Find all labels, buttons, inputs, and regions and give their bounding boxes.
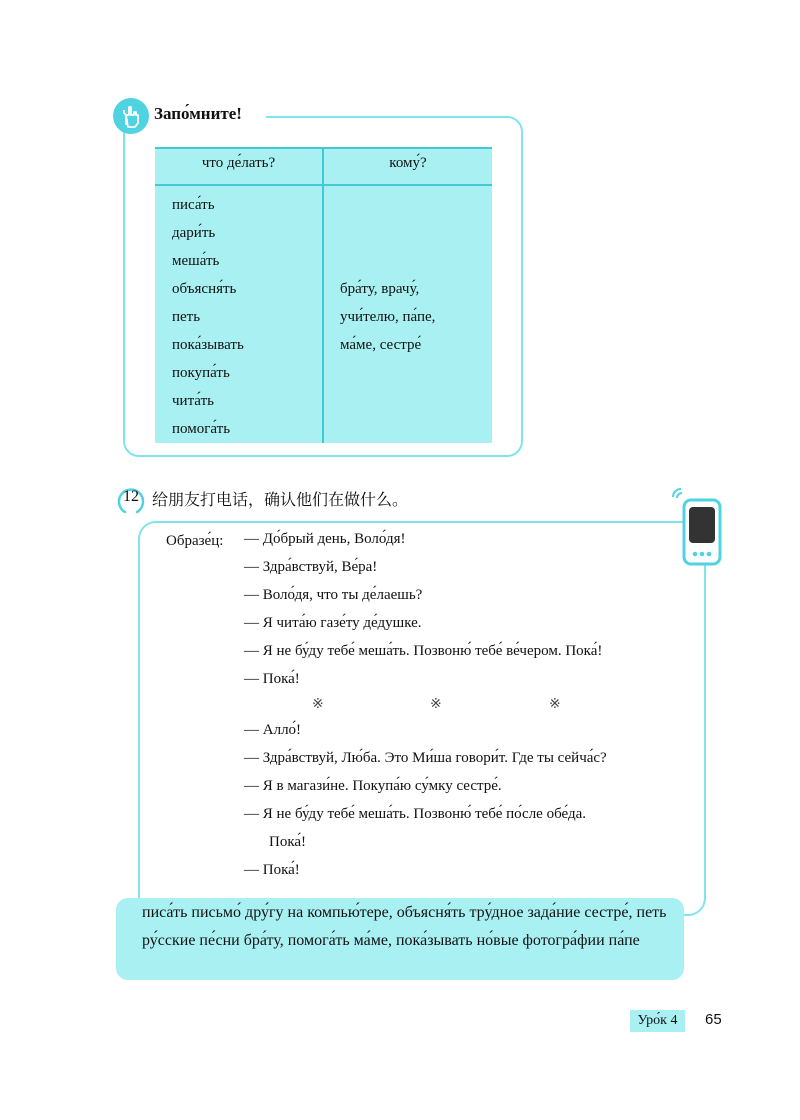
dialog-line: — Пока́! [244, 862, 300, 878]
dialog-line: — Алло́! [244, 722, 302, 738]
noun-item: ма́ме, сестре́ [340, 337, 422, 353]
verb-item: чита́ть [172, 393, 214, 409]
verb-item: петь [172, 309, 201, 325]
verb-item: писа́ть [172, 197, 215, 213]
exercise-number: 12 [123, 488, 139, 505]
mobile-phone-icon [670, 487, 724, 567]
verb-item: объясня́ть [172, 281, 237, 297]
verb-list [172, 191, 244, 443]
dialog-line: — До́брый день, Воло́дя! [244, 531, 406, 547]
dialog-line: — Я не бу́ду тебе́ меша́ть. Позвоню́ тебе́ ве́чером. Пока́! [244, 643, 603, 659]
pointing-hand-icon [113, 98, 149, 134]
verb-item: меша́ть [172, 253, 220, 269]
dialog-line: — Воло́дя, что ты де́лаешь? [244, 587, 423, 603]
table-column-divider [322, 147, 324, 443]
dialog-box [138, 521, 706, 916]
header-what-to-do: что де́лать? [201, 155, 276, 171]
dialog-line: — Здра́вствуй, Лю́ба. Это Ми́ша говори́т. Где ты сейча́с? [244, 750, 607, 766]
noun-list [340, 275, 435, 359]
header-to-whom: кому́? [389, 155, 427, 171]
verb-item: помога́ть [172, 421, 231, 437]
verb-item: покупа́ть [172, 365, 230, 381]
page-number: 65 [705, 1011, 722, 1028]
noun-item: бра́ту, врачу́, [340, 281, 420, 297]
separator-mark: ※ [549, 697, 561, 712]
memo-title: Запо́мните! [154, 104, 242, 123]
verb-table [155, 147, 492, 443]
separator-mark: ※ [430, 697, 442, 712]
verb-item: дари́ть [172, 225, 216, 241]
separator-mark: ※ [312, 697, 324, 712]
dialog-line: — Я не бу́ду тебе́ меша́ть. Позвоню́ тебе́ по́сле обе́да. [244, 806, 587, 822]
dialog-line: — Пока́! [244, 671, 300, 687]
dialog-line: Пока́! [269, 834, 307, 850]
lesson-label: Уро́к 4 [630, 1010, 685, 1032]
noun-item: учи́телю, па́пе, [340, 309, 436, 325]
dialog-line: — Я чита́ю газе́ту де́душке. [244, 615, 422, 631]
exercise-instruction: 给朋友打电话，确认他们在做什么。 [152, 492, 409, 509]
dialog-line: — Здра́вствуй, Ве́ра! [244, 559, 378, 575]
dialog-line: — Я в магази́не. Покупа́ю су́мку сестре́. [244, 778, 502, 794]
verb-item: пока́зывать [172, 337, 244, 353]
tasks-text: писа́ть письмо́ дру́гу на компью́тере, объясня́ть тру́дное зада́ние сестре́, петь ру́сские пе́сни бра́ту, помога́ть ма́ме, пока́зывать но́вые фотогра́фии па́пе [142, 904, 667, 949]
sample-label: Образе́ц: [166, 533, 224, 549]
